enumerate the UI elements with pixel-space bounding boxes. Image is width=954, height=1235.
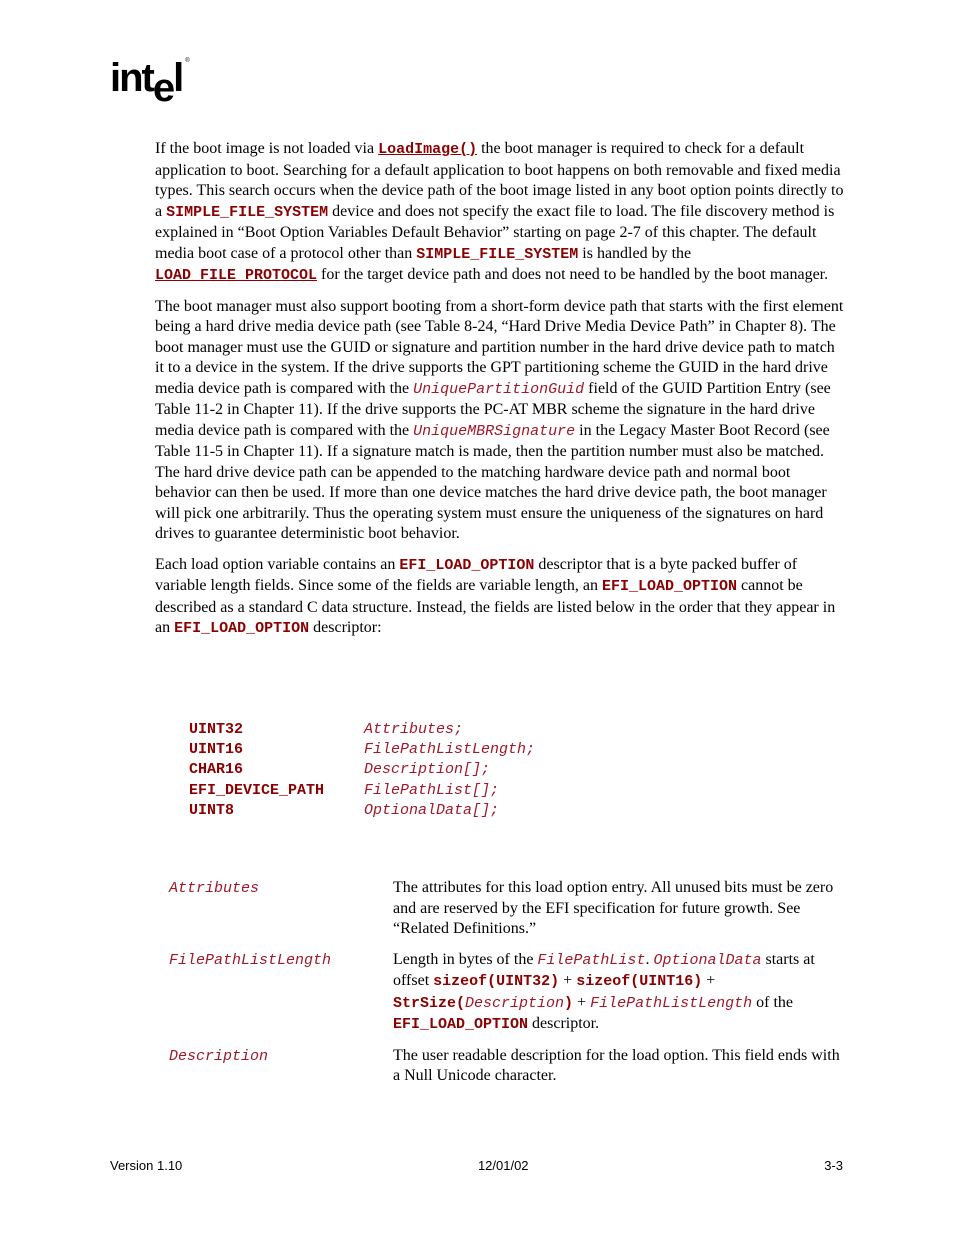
link-load-file-protocol[interactable]: LOAD_FILE_PROTOCOL xyxy=(155,267,318,284)
text-span: for the target device path and does not need to be handled by the boot manager. xyxy=(317,266,829,283)
struct-type: UINT32 xyxy=(189,721,244,738)
code-efi-load-option: EFI_LOAD_OPTION xyxy=(601,578,737,595)
text-span: . xyxy=(645,950,654,968)
struct-row xyxy=(189,801,535,821)
paragraph-load-option xyxy=(155,555,845,640)
text-span: device and does not specify the exact file to load. The file discovery method is explained in “Boot Option Variables Default Behavior” starting on page 2-7 of this chapter. The default media boot case of a protocol other than xyxy=(155,202,835,262)
link-loadimage[interactable]: LoadImage() xyxy=(378,141,478,158)
definition-term: Attributes xyxy=(169,880,260,897)
code-strsize: StrSize( xyxy=(393,994,466,1012)
definition-term: FilePathListLength xyxy=(169,951,332,969)
definition-description-field xyxy=(169,1046,845,1087)
text-span: of the xyxy=(752,993,793,1011)
logo-text: int xyxy=(110,56,153,100)
definition-description: The user readable description for the load option. This field ends with a Null Unicode character. xyxy=(393,1046,840,1084)
text-span: + xyxy=(573,993,591,1011)
field-ref: OptionalData xyxy=(653,951,762,969)
logo-l: l xyxy=(173,56,183,100)
text-span: descriptor. xyxy=(528,1015,600,1032)
code-efi-load-option: EFI_LOAD_OPTION xyxy=(393,1016,529,1033)
field-ref: FilePathList xyxy=(537,951,646,969)
struct-field: FilePathListLength; xyxy=(364,741,536,759)
field-unique-partition-guid: UniquePartitionGuid xyxy=(413,380,585,398)
struct-field: Description[]; xyxy=(364,761,491,779)
text-span: Each load option variable contains an xyxy=(155,555,400,573)
definition-filepathlistlength xyxy=(169,950,845,1036)
body-text xyxy=(155,139,845,650)
field-unique-mbr-signature: UniqueMBRSignature xyxy=(413,422,576,440)
logo-registered: ® xyxy=(185,58,190,64)
text-span: The boot manager must also support booting from a short-form device path that starts with the first element being a hard drive media device path (see Table 8-24, “Hard Drive Media Device Path” in Chapter 8). The boot manager must use the GUID or signature and partition number in the hard drive device path to match it to a device in the system. If the drive supports the GPT partitioning scheme the GUID in the hard drive media device path is compared with the xyxy=(155,297,844,397)
footer-version: Version 1.10 xyxy=(110,1158,183,1173)
text-span: the boot manager is required to check for a default application to boot. Searching for a default application to boot happens on both removable and fixed media types. This search occurs when the device path of the boot image listed in any boot option points directly to a xyxy=(155,140,844,220)
definition-description xyxy=(393,950,845,1036)
paragraph-default-boot xyxy=(155,139,845,287)
struct-row xyxy=(189,740,535,760)
struct-field: FilePathList[]; xyxy=(364,781,500,799)
struct-field: Attributes; xyxy=(364,721,464,738)
text-span: descriptor: xyxy=(309,619,382,636)
text-span: cannot be described as a standard C data structure. Instead, the fields are listed below in the order that they appear in an xyxy=(155,577,836,636)
text-span: Length in bytes of the xyxy=(393,950,538,968)
text-span: is handled by the xyxy=(578,244,692,262)
text-span: field of the GUID Partition Entry (see Table 11-2 in Chapter 11). If the drive supports the PC-AT MBR scheme the signature in the hard drive media device path is compared with the xyxy=(155,379,831,439)
paragraph-short-form xyxy=(155,297,845,545)
struct-row xyxy=(189,781,535,801)
code-simple-file-system: SIMPLE_FILE_SYSTEM xyxy=(166,203,329,221)
code-sizeof: sizeof(UINT16) xyxy=(576,973,703,990)
code-efi-load-option: EFI_LOAD_OPTION xyxy=(399,556,535,574)
text-span: in the Legacy Master Boot Record (see Table 11-5 in Chapter 11). If a signature match is made, then the partition number must also be matched. The hard drive device path can be appended to the matching hardware device path and normal boot behavior can then be used. If more than one device matches the hard drive device path, the boot manager will pick one arbitrarily. Thus the operating system must ensure the uniqueness of the signatures on hard drives to guarantee deterministic boot behavior. xyxy=(155,421,830,542)
page-footer xyxy=(110,1158,843,1173)
field-ref: Description xyxy=(465,994,565,1012)
struct-field: OptionalData[]; xyxy=(364,801,500,819)
logo-e: e xyxy=(152,66,174,110)
struct-definition xyxy=(189,720,535,821)
field-ref: FilePathListLength xyxy=(590,994,753,1012)
text-span: starts at offset xyxy=(393,950,815,989)
code-paren: ) xyxy=(564,994,574,1012)
text-span: + xyxy=(559,972,577,989)
text-span: If the boot image is not loaded via xyxy=(155,140,379,157)
struct-type: UINT8 xyxy=(189,801,235,819)
code-simple-file-system: SIMPLE_FILE_SYSTEM xyxy=(416,245,579,263)
intel-logo xyxy=(110,56,190,110)
struct-row xyxy=(189,760,535,780)
footer-page-number: 3-3 xyxy=(824,1158,843,1173)
struct-row xyxy=(189,720,535,740)
definition-description: The attributes for this load option entry. All unused bits must be zero and are reserved by the EFI specification for future growth. See “Related Definitions.” xyxy=(393,879,834,937)
footer-date: 12/01/02 xyxy=(477,1158,529,1173)
text-span: descriptor that is a byte packed buffer of variable length fields. Since some of the fields are variable length, an xyxy=(155,555,798,594)
struct-type: EFI_DEVICE_PATH xyxy=(189,781,325,799)
definition-attributes xyxy=(169,878,845,940)
struct-type: CHAR16 xyxy=(189,761,244,779)
code-efi-load-option: EFI_LOAD_OPTION xyxy=(174,620,310,637)
field-definitions xyxy=(169,878,845,1097)
struct-type: UINT16 xyxy=(189,741,244,759)
code-sizeof: sizeof(UINT32) xyxy=(433,973,560,990)
definition-term: Description xyxy=(169,1047,269,1065)
text-span: + xyxy=(702,972,716,989)
